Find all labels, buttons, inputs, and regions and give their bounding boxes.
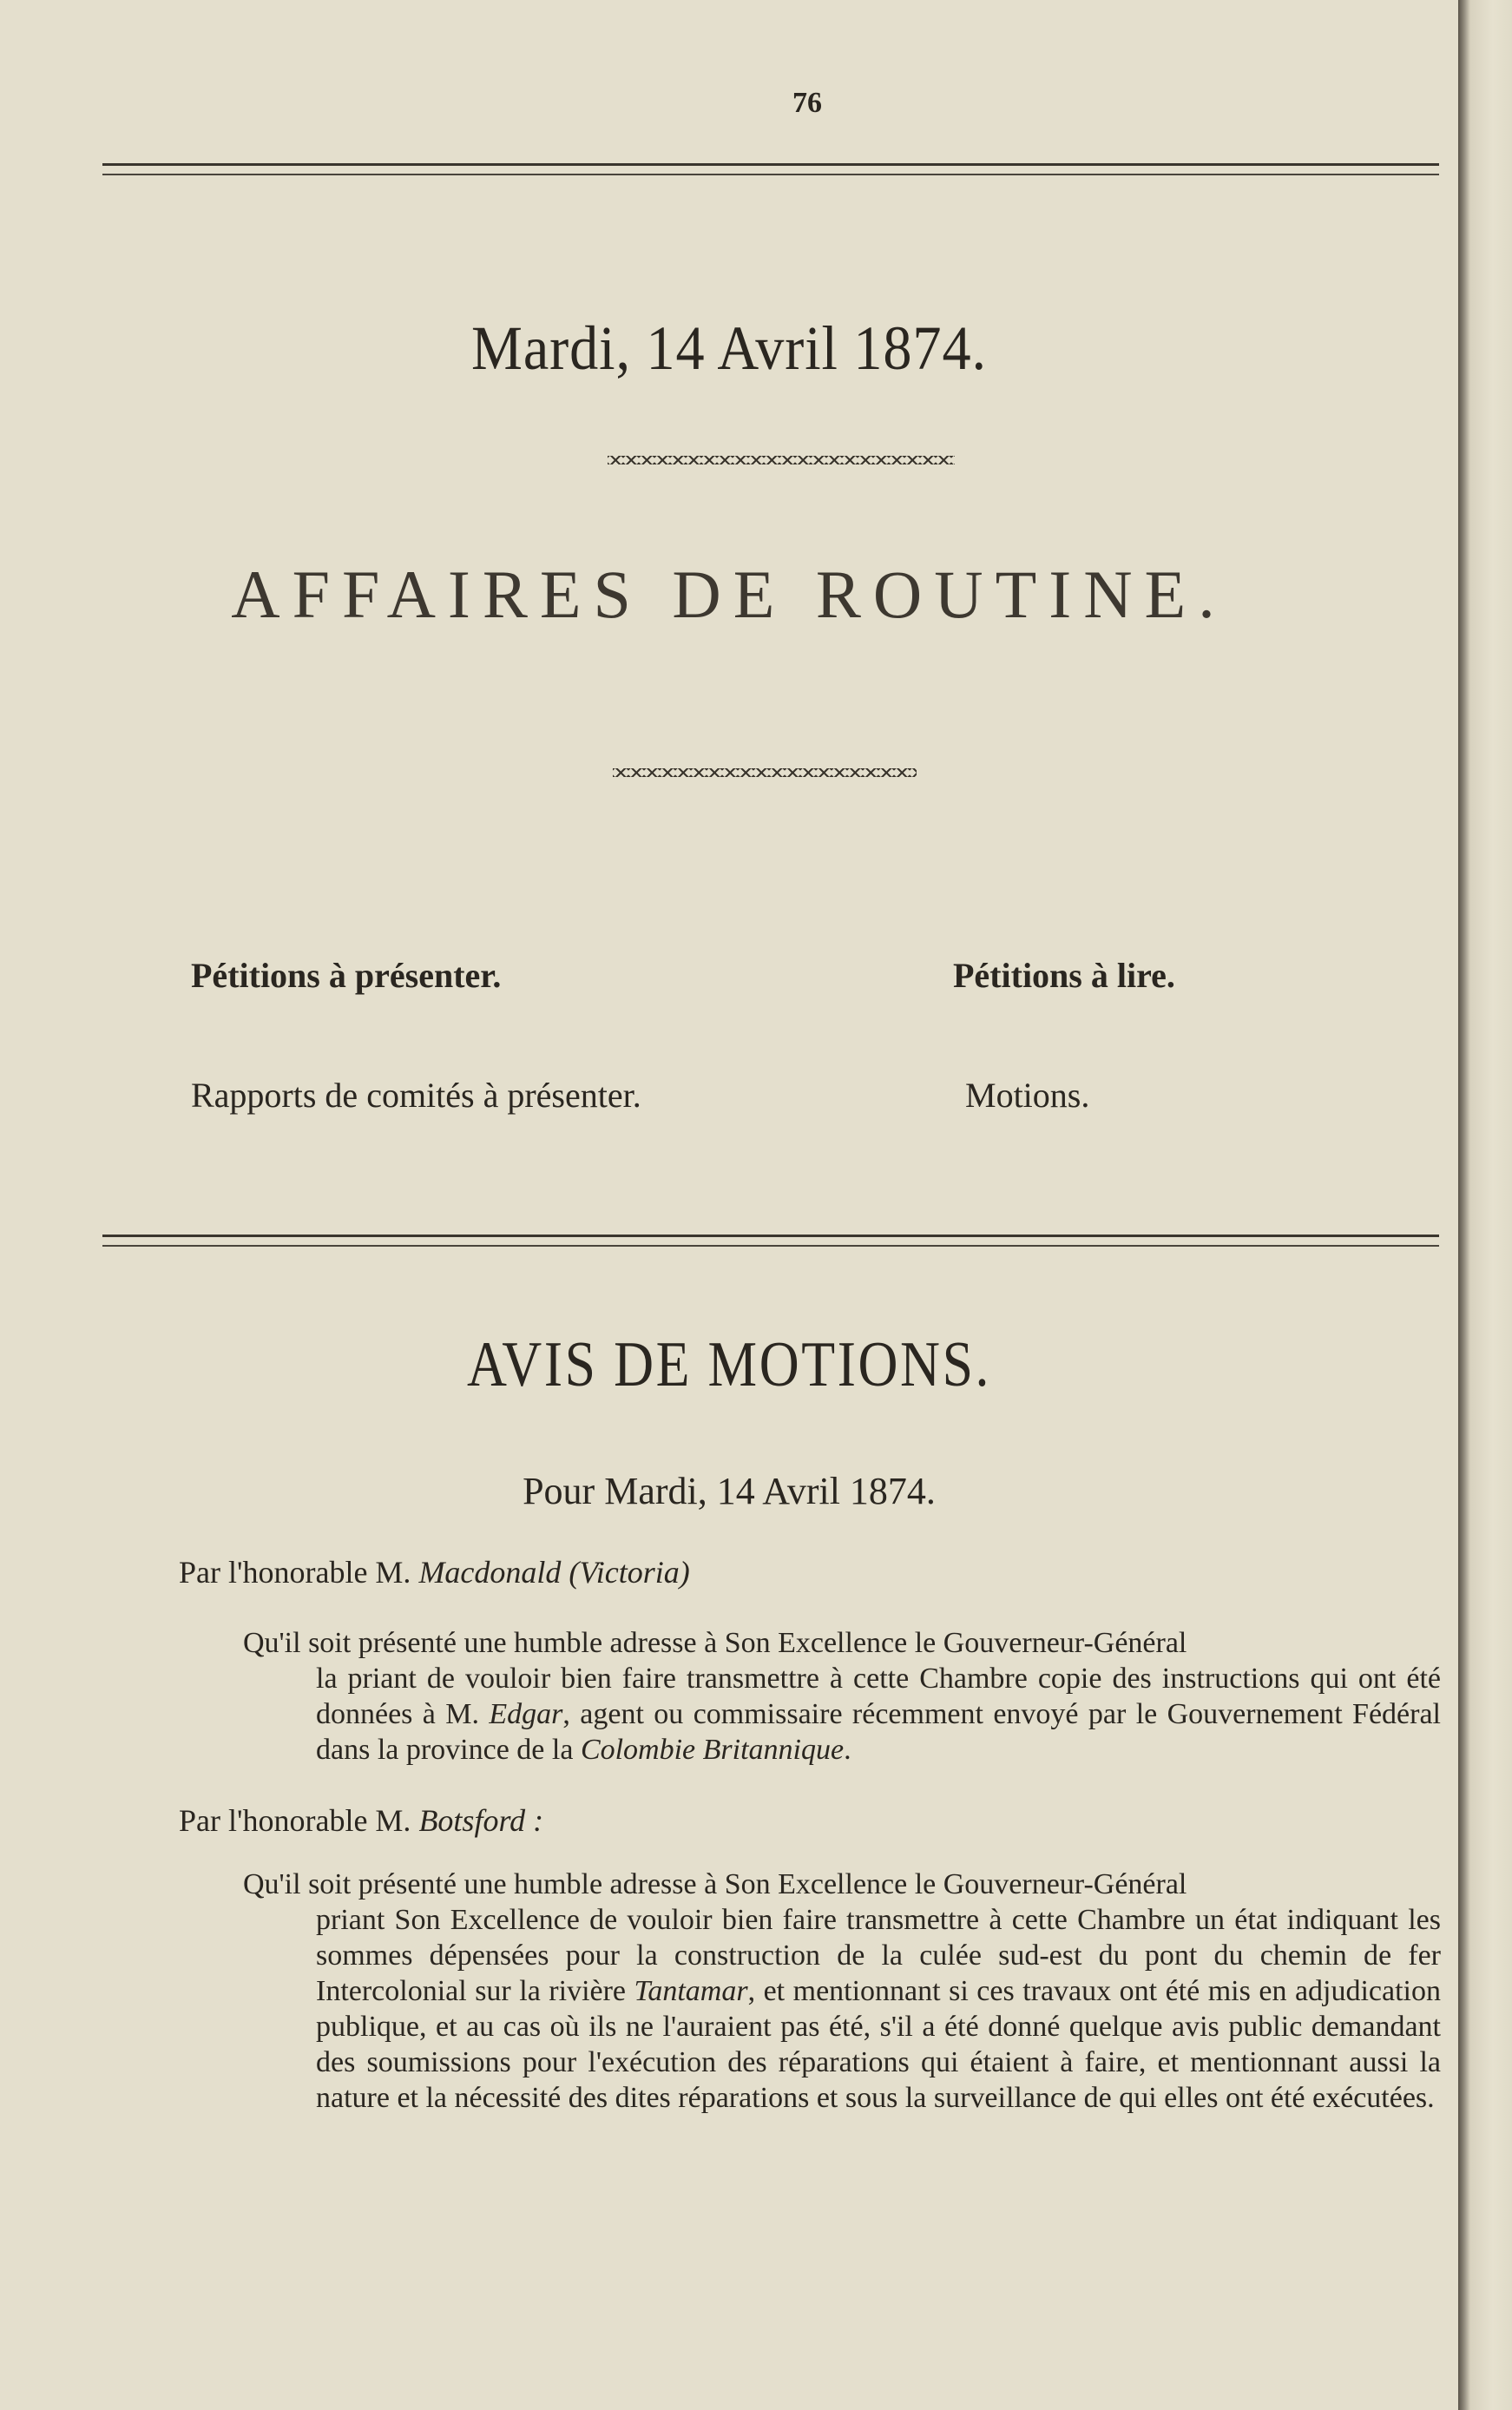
mover-prefix: Par l'honorable M.: [179, 1555, 411, 1590]
motion-2-body: priant Son Excellence de vouloir bien faire transmettre à cette Chambre un état indiquant les sommes dépensées pour la construction de la culée sud-est du pont du chemin de fer Intercolonial sur la rivière Tantamar, et mentionnant si ces travaux ont été mis en adjudication publique, et au cas où ils ne l'auraient pas été, s'il a été donné quelque avis public demandant des soumissions pour l'exécution des réparations qui étaient à faire, et mentionnant aussi la nature et la nécessité des dites réparations et sous la surveillance de qui elles ont été exécutées.: [316, 1904, 1442, 2114]
routine-item-petitions-present: Pétitions à présenter.: [191, 956, 502, 995]
mid-rule-double-b: [102, 1245, 1439, 1247]
motion-1-name-1: Edgar: [489, 1698, 563, 1730]
top-rule-double-a: [102, 163, 1439, 166]
top-rule-double-b: [102, 174, 1439, 175]
section-heading: AFFAIRES DE ROUTINE.: [231, 556, 1227, 632]
mid-rule-double-a: [102, 1235, 1439, 1237]
motion-1-text: [243, 1625, 1441, 1768]
notices-for-date: Pour Mardi, 14 Avril 1874.: [523, 1470, 936, 1512]
notices-heading: AVIS DE MOTIONS.: [466, 1329, 992, 1400]
motion-2-first-line: Qu'il soit présenté une humble adresse à Son Excellence le Gouverneur-Général: [243, 1868, 1187, 1900]
motion-2-mover: [179, 1802, 543, 1839]
motion-2-text: [243, 1867, 1441, 2116]
motion-1-first-line: Qu'il soit présenté une humble adresse à Son Excellence le Gouverneur-Général: [243, 1627, 1187, 1659]
motion-1-name-2: Colombie Britannique: [580, 1734, 845, 1766]
routine-item-motions: Motions.: [965, 1076, 1090, 1115]
routine-item-committee-reports: Rapports de comités à présenter.: [191, 1076, 641, 1115]
mover-prefix: Par l'honorable M.: [179, 1803, 411, 1838]
motion-2-name-1: Tantamar: [634, 1975, 748, 2007]
page-number: 76: [792, 87, 822, 119]
routine-item-petitions-read: Pétitions à lire.: [953, 956, 1175, 995]
motion-1-body: la priant de vouloir bien faire transmettre à cette Chambre copie des instructions qui ont été données à M. Edgar, agent ou commissaire récemment envoyé par le Gouvernement Fédéral dans la province de la Colombie Britannique.: [316, 1663, 1441, 1766]
wavy-divider-2: [613, 768, 917, 777]
motion-1-mover: [179, 1554, 690, 1590]
mover-name: Botsford :: [418, 1803, 544, 1838]
date-heading: Mardi, 14 Avril 1874.: [471, 313, 987, 383]
binding-edge: [1458, 0, 1512, 2410]
wavy-divider-1: [608, 456, 955, 464]
mover-name: Macdonald (Victoria): [418, 1555, 690, 1590]
